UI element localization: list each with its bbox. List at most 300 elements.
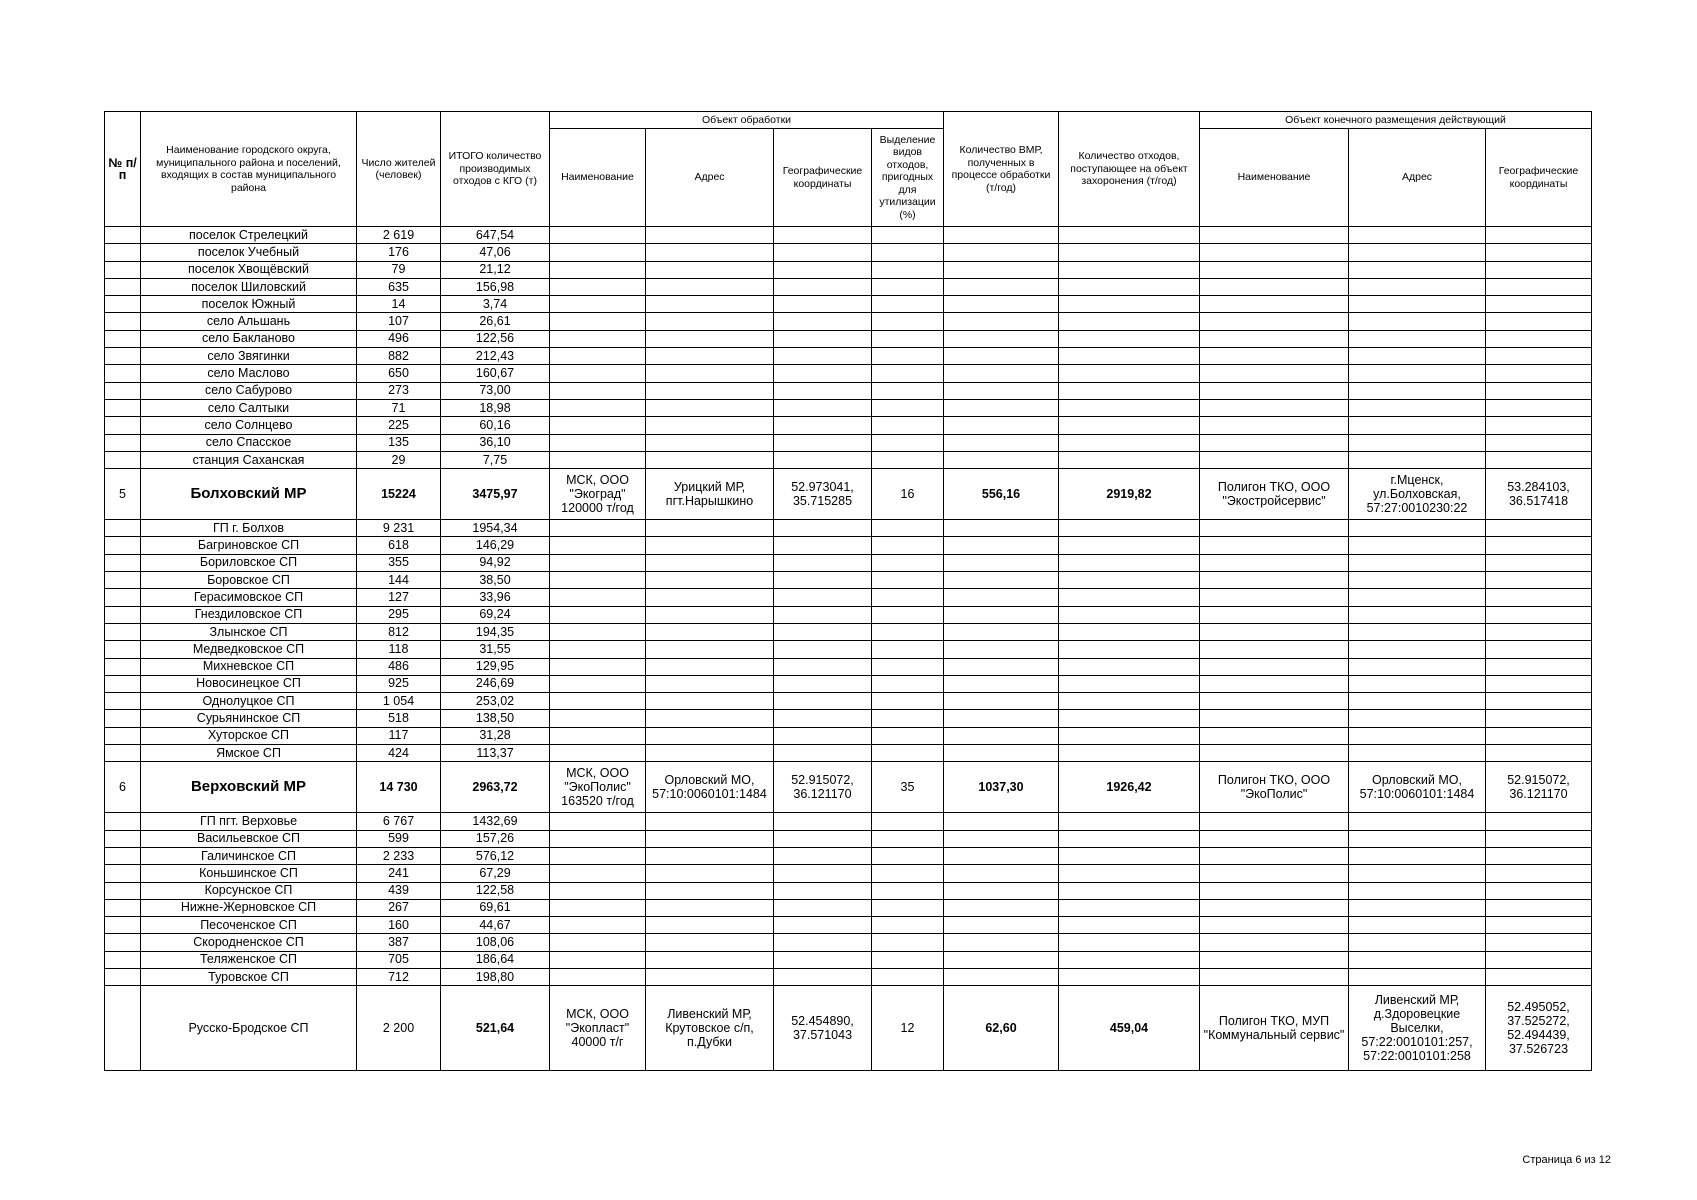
empty-cell [774,830,872,847]
settlement-population: 6 767 [357,813,441,830]
processing-facility-address: Ливенский МР, Крутовское с/п, п.Дубки [646,986,774,1071]
empty-cell [646,727,774,744]
empty-cell [1349,330,1486,347]
empty-cell [646,227,774,244]
empty-cell [1200,382,1349,399]
header-final-group: Объект конечного размещения действующий [1200,112,1592,129]
empty-cell [1486,865,1592,882]
row-num [105,693,141,710]
empty-cell [1349,296,1486,313]
empty-cell [1486,348,1592,365]
empty-cell [872,348,944,365]
empty-cell [774,693,872,710]
settlement-total: 138,50 [441,710,550,727]
empty-cell [774,813,872,830]
empty-cell [1486,296,1592,313]
empty-cell [1486,365,1592,382]
settlement-total: 47,06 [441,244,550,261]
settlement-total: 94,92 [441,554,550,571]
empty-cell [872,968,944,985]
empty-cell [872,865,944,882]
empty-cell [774,899,872,916]
empty-cell [1059,968,1200,985]
settlement-total: 7,75 [441,451,550,468]
empty-cell [774,382,872,399]
table-row [105,417,1592,434]
final-facility-address: г.Мценск, ул.Болховская, 57:27:0010230:22 [1349,469,1486,520]
empty-cell [774,589,872,606]
table-row [105,572,1592,589]
empty-cell [1486,675,1592,692]
settlement-name: село Бакланово [141,330,357,347]
table-row [105,727,1592,744]
empty-cell [774,745,872,762]
empty-cell [1486,451,1592,468]
empty-cell [944,710,1059,727]
processing-facility-address: Орловский МО, 57:10:0060101:1484 [646,762,774,813]
empty-cell [646,710,774,727]
empty-cell [1349,623,1486,640]
empty-cell [646,382,774,399]
empty-cell [872,572,944,589]
empty-cell [872,278,944,295]
table-row [105,399,1592,416]
empty-cell [1486,882,1592,899]
empty-cell [1200,399,1349,416]
empty-cell [550,830,646,847]
empty-cell [1200,365,1349,382]
table-row [105,710,1592,727]
settlement-name: Галичинское СП [141,847,357,864]
rows-group-c [105,813,1592,986]
empty-cell [1200,434,1349,451]
empty-cell [1059,623,1200,640]
final-facility-coords: 53.284103, 36.517418 [1486,469,1592,520]
processing-facility-name: МСК, ООО "Экоград" 120000 т/год [550,469,646,520]
district-num: 5 [105,469,141,520]
empty-cell [872,623,944,640]
empty-cell [646,917,774,934]
empty-cell [774,313,872,330]
empty-cell [774,537,872,554]
empty-cell [646,348,774,365]
row-num [105,813,141,830]
empty-cell [944,227,1059,244]
row-num [105,572,141,589]
empty-cell [646,296,774,313]
table-row [105,968,1592,985]
header-name: Наименование городского округа, муниципального района и поселений, входящих в состав муниципального района [141,112,357,227]
empty-cell [872,434,944,451]
settlement-population: 118 [357,641,441,658]
table-row [105,365,1592,382]
rows-group-b [105,520,1592,762]
empty-cell [1059,899,1200,916]
empty-cell [1059,348,1200,365]
empty-cell [1059,951,1200,968]
empty-cell [1349,710,1486,727]
settlement-population: 176 [357,244,441,261]
empty-cell [1200,813,1349,830]
empty-cell [872,899,944,916]
empty-cell [872,693,944,710]
empty-cell [774,865,872,882]
settlement-population: 14 [357,296,441,313]
table-row [105,313,1592,330]
final-facility-name: Полигон ТКО, ООО "ЭкоПолис" [1200,762,1349,813]
row-num [105,296,141,313]
table-row [105,589,1592,606]
empty-cell [872,382,944,399]
empty-cell [1200,244,1349,261]
empty-cell [944,882,1059,899]
header-vmr: Количество ВМР, полученных в процессе обработки (т/год) [944,112,1059,227]
settlement-total: 69,24 [441,606,550,623]
empty-cell [1349,693,1486,710]
empty-cell [944,693,1059,710]
empty-cell [1200,675,1349,692]
empty-cell [550,899,646,916]
settlement-population: 160 [357,917,441,934]
empty-cell [1200,727,1349,744]
row-num [105,244,141,261]
empty-cell [1486,710,1592,727]
empty-cell [872,658,944,675]
empty-cell [774,399,872,416]
table-row [105,934,1592,951]
empty-cell [1200,865,1349,882]
processing-facility-coords: 52.915072, 36.121170 [774,762,872,813]
empty-cell [944,623,1059,640]
empty-cell [646,330,774,347]
district-name: Болховский МР [141,469,357,520]
empty-cell [550,382,646,399]
empty-cell [944,934,1059,951]
row-num [105,882,141,899]
empty-cell [872,917,944,934]
empty-cell [646,244,774,261]
settlement-population: 424 [357,745,441,762]
settlement-row-detailed [105,986,1592,1071]
empty-cell [1486,951,1592,968]
row-num [105,382,141,399]
empty-cell [1486,278,1592,295]
empty-cell [1349,365,1486,382]
settlement-total: 60,16 [441,417,550,434]
empty-cell [1349,434,1486,451]
settlement-total: 113,37 [441,745,550,762]
empty-cell [872,830,944,847]
settlement-population: 135 [357,434,441,451]
empty-cell [1059,261,1200,278]
settlement-total: 186,64 [441,951,550,968]
table-row [105,951,1592,968]
table-row [105,899,1592,916]
empty-cell [1200,296,1349,313]
burial-amount: 2919,82 [1059,469,1200,520]
empty-cell [1200,520,1349,537]
empty-cell [646,589,774,606]
empty-cell [774,710,872,727]
empty-cell [944,313,1059,330]
row-num [105,261,141,278]
empty-cell [550,606,646,623]
row-num [105,658,141,675]
empty-cell [550,296,646,313]
empty-cell [944,813,1059,830]
table-row [105,658,1592,675]
empty-cell [944,572,1059,589]
settlement-population: 144 [357,572,441,589]
empty-cell [1349,951,1486,968]
empty-cell [550,399,646,416]
empty-cell [944,917,1059,934]
empty-cell [1059,830,1200,847]
settlement-name: Бориловское СП [141,554,357,571]
settlement-total: 146,29 [441,537,550,554]
empty-cell [646,675,774,692]
empty-cell [1059,589,1200,606]
empty-cell [1349,589,1486,606]
empty-cell [646,278,774,295]
header-burial: Количество отходов, поступающее на объект захоронения (т/год) [1059,112,1200,227]
final-facility-coords: 52.915072, 36.121170 [1486,762,1592,813]
settlement-name: Песоченское СП [141,917,357,934]
row-num [105,847,141,864]
empty-cell [944,554,1059,571]
settlement-name: поселок Шиловский [141,278,357,295]
empty-cell [1059,882,1200,899]
empty-cell [550,813,646,830]
empty-cell [944,537,1059,554]
settlement-name: село Солнцево [141,417,357,434]
settlement-population: 71 [357,399,441,416]
table-row [105,244,1592,261]
empty-cell [1349,813,1486,830]
empty-cell [646,606,774,623]
empty-cell [1349,313,1486,330]
empty-cell [944,830,1059,847]
empty-cell [646,899,774,916]
empty-cell [1059,382,1200,399]
empty-cell [1349,934,1486,951]
empty-cell [1200,589,1349,606]
empty-cell [774,658,872,675]
empty-cell [872,244,944,261]
empty-cell [1486,606,1592,623]
empty-cell [550,451,646,468]
empty-cell [550,727,646,744]
header-proc-coords: Географические координаты [774,129,872,227]
empty-cell [1349,227,1486,244]
settlement-total: 198,80 [441,968,550,985]
empty-cell [1059,451,1200,468]
empty-cell [872,727,944,744]
settlement-population: 225 [357,417,441,434]
table-row [105,296,1592,313]
empty-cell [1349,899,1486,916]
row-num [105,589,141,606]
final-facility-name: Полигон ТКО, ООО "Экостройсервис" [1200,469,1349,520]
empty-cell [1200,537,1349,554]
empty-cell [944,434,1059,451]
empty-cell [1349,572,1486,589]
settlement-name: село Салтыки [141,399,357,416]
table-row [105,693,1592,710]
empty-cell [774,244,872,261]
empty-cell [1200,882,1349,899]
settlement-total: 122,58 [441,882,550,899]
settlement-total: 31,28 [441,727,550,744]
empty-cell [1349,537,1486,554]
table-row [105,348,1592,365]
settlement-total: 212,43 [441,348,550,365]
settlement-name: ГП г. Болхов [141,520,357,537]
empty-cell [1486,745,1592,762]
empty-cell [550,227,646,244]
settlement-name: поселок Стрелецкий [141,227,357,244]
settlement-population: 355 [357,554,441,571]
empty-cell [774,434,872,451]
empty-cell [646,882,774,899]
empty-cell [944,330,1059,347]
empty-cell [1059,417,1200,434]
empty-cell [872,934,944,951]
row-num [105,951,141,968]
empty-cell [872,520,944,537]
settlement-total: 21,12 [441,261,550,278]
row-num [105,899,141,916]
row-num [105,313,141,330]
empty-cell [1200,227,1349,244]
table-row [105,261,1592,278]
settlement-name: Туровское СП [141,968,357,985]
empty-cell [550,434,646,451]
settlement-population: 705 [357,951,441,968]
settlement-population: 387 [357,934,441,951]
row-num [105,606,141,623]
empty-cell [944,382,1059,399]
settlement-name: поселок Учебный [141,244,357,261]
settlement-population: 273 [357,382,441,399]
empty-cell [944,847,1059,864]
empty-cell [550,537,646,554]
table-row [105,278,1592,295]
table-row [105,675,1592,692]
table-row [105,520,1592,537]
processing-facility-coords: 52.973041, 35.715285 [774,469,872,520]
settlement-population: 29 [357,451,441,468]
empty-cell [1486,244,1592,261]
row-num [105,554,141,571]
empty-cell [1349,261,1486,278]
settlement-total: 44,67 [441,917,550,934]
settlement-total: 253,02 [441,693,550,710]
empty-cell [1059,693,1200,710]
settlement-name: Ямское СП [141,745,357,762]
empty-cell [774,296,872,313]
empty-cell [1486,434,1592,451]
empty-cell [774,847,872,864]
processing-share: 16 [872,469,944,520]
settlement-total: 1954,34 [441,520,550,537]
settlement-name: Сурьянинское СП [141,710,357,727]
district-total: 3475,97 [441,469,550,520]
empty-cell [872,451,944,468]
empty-cell [1486,227,1592,244]
settlement-population: 295 [357,606,441,623]
settlement-population: 712 [357,968,441,985]
settlement-total: 194,35 [441,623,550,640]
empty-cell [1059,399,1200,416]
settlement-name: Корсунское СП [141,882,357,899]
empty-cell [944,399,1059,416]
processing-facility-name: МСК, ООО "ЭкоПолис" 163520 т/год [550,762,646,813]
settlement-total: 160,67 [441,365,550,382]
empty-cell [1486,830,1592,847]
empty-cell [550,658,646,675]
empty-cell [872,365,944,382]
empty-cell [1486,899,1592,916]
empty-cell [1059,865,1200,882]
row-num [105,417,141,434]
table-row [105,554,1592,571]
settlement-population: 241 [357,865,441,882]
empty-cell [1349,658,1486,675]
empty-cell [646,313,774,330]
settlement-name: село Сабурово [141,382,357,399]
empty-cell [646,658,774,675]
table-row [105,623,1592,640]
empty-cell [1200,830,1349,847]
empty-cell [1486,399,1592,416]
empty-cell [872,813,944,830]
row-num [105,641,141,658]
empty-cell [646,830,774,847]
empty-cell [774,917,872,934]
empty-cell [1349,675,1486,692]
table-row [105,537,1592,554]
settlement-name: Теляженское СП [141,951,357,968]
row-num [105,986,141,1071]
settlement-name: село Звягинки [141,348,357,365]
header-proc-address: Адрес [646,129,774,227]
empty-cell [550,917,646,934]
empty-cell [774,554,872,571]
settlement-total: 36,10 [441,434,550,451]
empty-cell [944,348,1059,365]
empty-cell [1349,727,1486,744]
settlement-name: Михневское СП [141,658,357,675]
empty-cell [550,278,646,295]
table-row [105,917,1592,934]
header-final-name: Наименование [1200,129,1349,227]
empty-cell [872,606,944,623]
empty-cell [1200,313,1349,330]
empty-cell [1200,899,1349,916]
empty-cell [774,675,872,692]
empty-cell [774,606,872,623]
empty-cell [646,451,774,468]
settlement-total: 73,00 [441,382,550,399]
empty-cell [774,934,872,951]
row-num [105,830,141,847]
empty-cell [1059,330,1200,347]
settlement-total: 576,12 [441,847,550,864]
empty-cell [1059,572,1200,589]
empty-cell [646,934,774,951]
empty-cell [550,847,646,864]
